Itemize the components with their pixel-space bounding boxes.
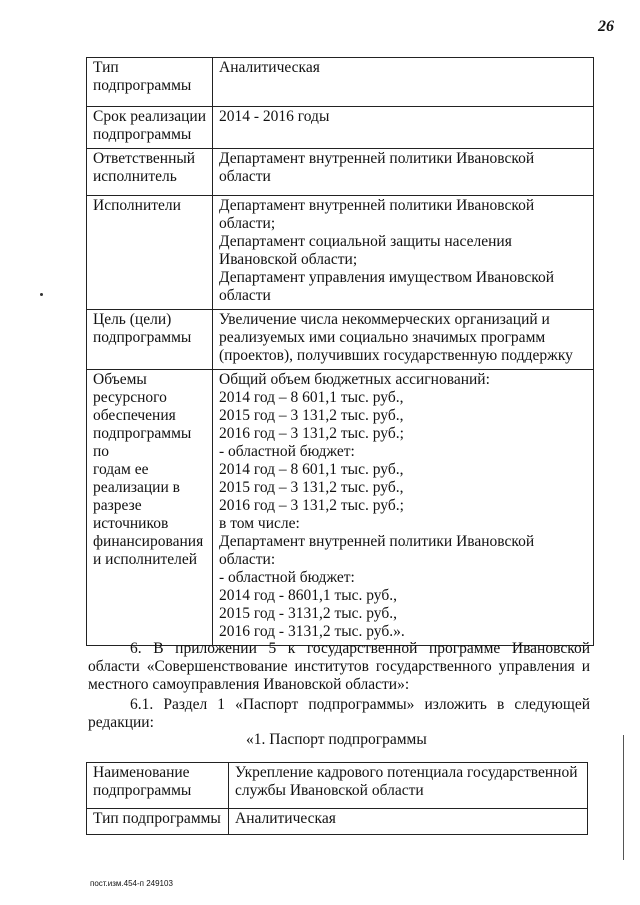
table-row (87, 310, 594, 370)
table-row (87, 370, 594, 646)
row-value: Департамент внутренней политики Ивановской области; Департамент социальной защиты населения Ивановской области; Департамент управления имуществом Ивановской области (213, 196, 594, 310)
table-row (87, 58, 594, 107)
section-heading: «1. Паспорт подпрограммы (246, 731, 427, 748)
row-label: Срок реализации подпрограммы (87, 107, 213, 149)
row-value: Департамент внутренней политики Ивановской области (213, 149, 594, 196)
row-label: Исполнители (87, 196, 213, 310)
table-row (87, 763, 588, 809)
new-subprogram-passport-table (86, 762, 588, 835)
row-label: Тип подпрограммы (87, 58, 213, 107)
row-label: Цель (цели) подпрограммы (87, 310, 213, 370)
row-label: Ответственный исполнитель (87, 149, 213, 196)
amendment-paragraph-6: 6. В приложении 5 к государственной программе Ивановской области «Совершенствование институтов государственного управления и местного самоуправления Ивановской области»: (88, 640, 590, 693)
row-label: Объемы ресурсного обеспечения подпрограммы по годам ее реализации в разрезе источников финансирования и исполнителей (87, 370, 213, 646)
row-label: Наименование подпрограммы (87, 763, 229, 809)
table-row (87, 196, 594, 310)
row-value: Общий объем бюджетных ассигнований: 2014 год – 8 601,1 тыс. руб., 2015 год – 3 131,2 тыс. руб., 2016 год – 3 131,2 тыс. руб.; - областной бюджет: 2014 год – 8 601,1 тыс. руб., 2015 год – 3 131,2 тыс. руб., 2016 год – 3 131,2 тыс. руб.; в том числе: Департамент внутренней политики Ивановской области: - областной бюджет: 2014 год - 8601,1 тыс. руб., 2015 год - 3131,2 тыс. руб., 2016 год - 3131,2 тыс. руб.». (213, 370, 594, 646)
scan-margin-line (623, 735, 624, 860)
row-value: 2014 - 2016 годы (213, 107, 594, 149)
row-value: Аналитическая (229, 809, 588, 835)
row-label: Тип подпрограммы (87, 809, 229, 835)
row-value: Увеличение числа некоммерческих организаций и реализуемых ими социально значимых программ (проектов), получивших государственную поддержку (213, 310, 594, 370)
row-value: Укрепление кадрового потенциала государственной службы Ивановской области (229, 763, 588, 809)
table-row (87, 149, 594, 196)
table-row (87, 107, 594, 149)
page-number: 26 (598, 18, 614, 35)
row-value: Аналитическая (213, 58, 594, 107)
amendment-paragraph-6-1: 6.1. Раздел 1 «Паспорт подпрограммы» изложить в следующей редакции: (88, 696, 590, 731)
table-row (87, 809, 588, 835)
subprogram-passport-table (86, 57, 594, 646)
document-footer: пост.изм.454-п 249103 (90, 879, 173, 888)
scan-artifact-dot (40, 293, 43, 296)
